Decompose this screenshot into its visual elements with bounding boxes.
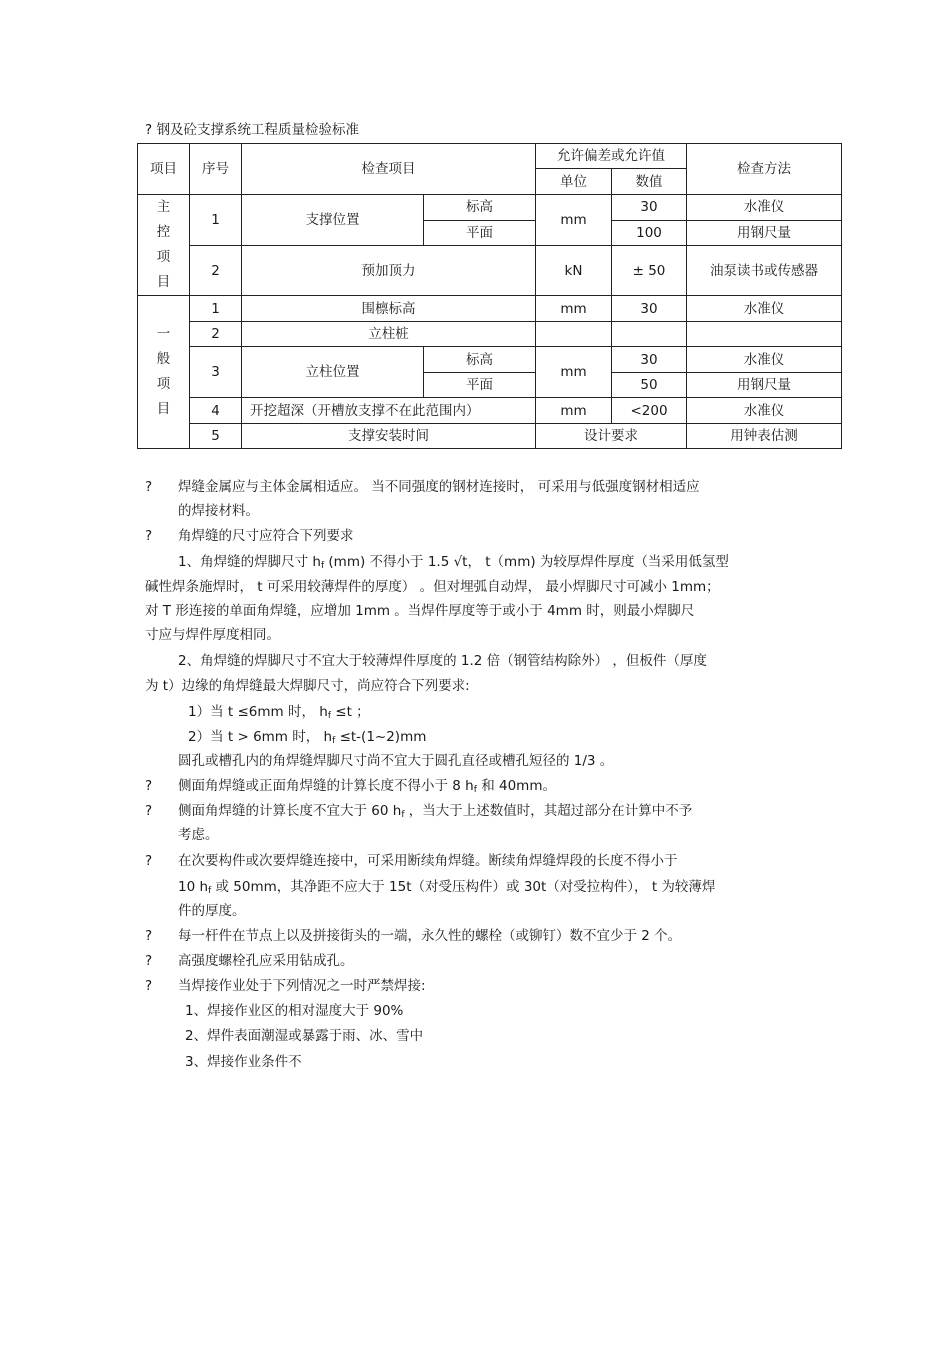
header-unit: 单位 <box>536 169 612 195</box>
paragraph-3-line-1: 1、角焊缝的焊脚尺寸 $h_f$ (mm) 不得小于 1.5 √t， t（mm) 为较厚焊件厚度（当采用低氢型 <box>178 554 729 571</box>
paragraph-8-line-1: 在次要构件或次要焊缝连接中，可采用断续角焊缝。断续角焊缝焊段的长度不得小于 <box>178 853 678 869</box>
row-item: 预加顶力 <box>242 246 536 296</box>
row-unit <box>536 322 612 347</box>
list-item-1: 1、焊接作业区的相对湿度大于 90% <box>185 1003 404 1019</box>
paragraph-10: 高强度螺栓孔应采用钻成孔。 <box>178 953 354 969</box>
row-item: 支撑安装时间 <box>242 424 536 449</box>
row-method: 水准仪 <box>687 347 842 373</box>
row-value: 30 <box>612 347 687 373</box>
header-item: 检查项目 <box>242 144 536 195</box>
bullet-mark: ? <box>145 479 153 495</box>
row-value: 50 <box>612 373 687 398</box>
row-method: 用钢尺量 <box>687 373 842 398</box>
row-method: 用钢尺量 <box>687 220 842 246</box>
row-unit-value: 设计要求 <box>536 424 687 449</box>
bullet-mark: ? <box>145 778 153 794</box>
row-value <box>612 322 687 347</box>
row-index: 1 <box>190 296 242 322</box>
row-value: ± 50 <box>612 246 687 296</box>
row-value: 30 <box>612 296 687 322</box>
paragraph-7-line-2: 考虑。 <box>178 827 219 843</box>
row-item: 立柱位置 <box>242 347 424 398</box>
header-method: 检查方法 <box>687 144 842 195</box>
bullet-mark: ? <box>145 853 153 869</box>
paragraph-2: 角焊缝的尺寸应符合下列要求 <box>178 528 354 544</box>
row-unit: mm <box>536 296 612 322</box>
bullet-mark: ? <box>145 928 153 944</box>
paragraph-7-line-1: 侧面角焊缝的计算长度不宜大于 60 $h_f$ ，当大于上述数值时，其超过部分在计算中不予 <box>178 803 693 820</box>
row-unit: kN <box>536 246 612 296</box>
paragraph-6: 侧面角焊缝或正面角焊缝的计算长度不得小于 8 $h_f$ 和 40mm。 <box>178 778 556 795</box>
table-title: ? 钢及砼支撑系统工程质量检验标准 <box>145 122 359 138</box>
row-value: 100 <box>612 220 687 246</box>
row-index: 2 <box>190 322 242 347</box>
row-index: 1 <box>190 195 242 246</box>
paragraph-1-line-1: 焊缝金属应与主体金属相适应。 当不同强度的钢材连接时， 可采用与低强度钢材相适应 <box>178 479 700 495</box>
row-index: 4 <box>190 398 242 424</box>
row-method: 用钟表估测 <box>687 424 842 449</box>
row-index: 5 <box>190 424 242 449</box>
paragraph-4-line-2: 为 t）边缘的角焊缝最大焊脚尺寸，尚应符合下列要求: <box>145 678 470 694</box>
bullet-mark: ? <box>145 528 153 544</box>
row-value: <200 <box>612 398 687 424</box>
paragraph-3-line-2: 碱性焊条施焊时， t 可采用较薄焊件的厚度） 。但对埋弧自动焊， 最小焊脚尺寸可减小 1mm； <box>145 579 720 595</box>
paragraph-3-line-4: 寸应与焊件厚度相同。 <box>145 627 280 643</box>
row-method: 水准仪 <box>687 296 842 322</box>
row-unit: mm <box>536 347 612 398</box>
row-method: 水准仪 <box>687 398 842 424</box>
row-item: 支撑位置 <box>242 195 424 246</box>
row-subitem: 标高 <box>424 347 536 373</box>
paragraph-3-line-3: 对 T 形连接的单面角焊缝，应增加 1mm 。当焊件厚度等于或小于 4mm 时，则最小焊脚尺 <box>145 603 695 619</box>
paragraph-8-line-3: 件的厚度。 <box>178 903 246 919</box>
paragraph-8-line-2: 10 $h_f$ 或 50mm，其净距不应大于 15t（对受压构件）或 30t（对受拉构件）， t 为较薄焊 <box>178 879 716 896</box>
row-item: 立柱桩 <box>242 322 536 347</box>
header-value: 数值 <box>612 169 687 195</box>
row-method <box>687 322 842 347</box>
main-control-label: 主 控 项 目 <box>138 195 190 296</box>
bullet-mark: ? <box>145 803 153 819</box>
row-unit: mm <box>536 398 612 424</box>
row-subitem: 平面 <box>424 373 536 398</box>
general-item-label: 一 般 项 目 <box>138 296 190 449</box>
paragraph-9: 每一杆件在节点上以及拼接街头的一端，永久性的螺栓（或铆钉）数不宜少于 2 个。 <box>178 928 682 944</box>
paragraph-4-line-1: 2、角焊缝的焊脚尺寸不宜大于较薄焊件厚度的 1.2 倍（钢管结构除外） ，但板件（厚度 <box>178 653 707 669</box>
header-tolerance: 允许偏差或允许值 <box>536 144 687 169</box>
row-subitem: 平面 <box>424 220 536 246</box>
row-index: 2 <box>190 246 242 296</box>
row-method: 水准仪 <box>687 195 842 221</box>
header-index: 序号 <box>190 144 242 195</box>
row-value: 30 <box>612 195 687 221</box>
quality-standard-table <box>137 143 842 449</box>
bullet-mark: ? <box>145 953 153 969</box>
paragraph-11: 当焊接作业处于下列情况之一时严禁焊接: <box>178 978 426 994</box>
row-method: 油泵读书或传感器 <box>687 246 842 296</box>
paragraph-1-line-2: 的焊接材料。 <box>178 503 259 519</box>
bullet-mark: ? <box>145 978 153 994</box>
condition-1: 1）当 t ≤6mm 时， $h_f \le t$ ； <box>188 704 370 721</box>
condition-2: 2）当 t > 6mm 时， $h_f$ ≤t-(1~2)mm <box>188 729 427 746</box>
row-subitem: 标高 <box>424 195 536 221</box>
header-category: 项目 <box>138 144 190 195</box>
row-item: 围檩标高 <box>242 296 536 322</box>
row-unit: mm <box>536 195 612 246</box>
row-index: 3 <box>190 347 242 398</box>
paragraph-5: 圆孔或槽孔内的角焊缝焊脚尺寸尚不宜大于圆孔直径或槽孔短径的 1/3 。 <box>178 753 614 769</box>
row-item: 开挖超深（开槽放支撑不在此范围内） <box>242 398 536 424</box>
list-item-3: 3、焊接作业条件不 <box>185 1054 302 1070</box>
list-item-2: 2、焊件表面潮湿或暴露于雨、冰、雪中 <box>185 1028 424 1044</box>
